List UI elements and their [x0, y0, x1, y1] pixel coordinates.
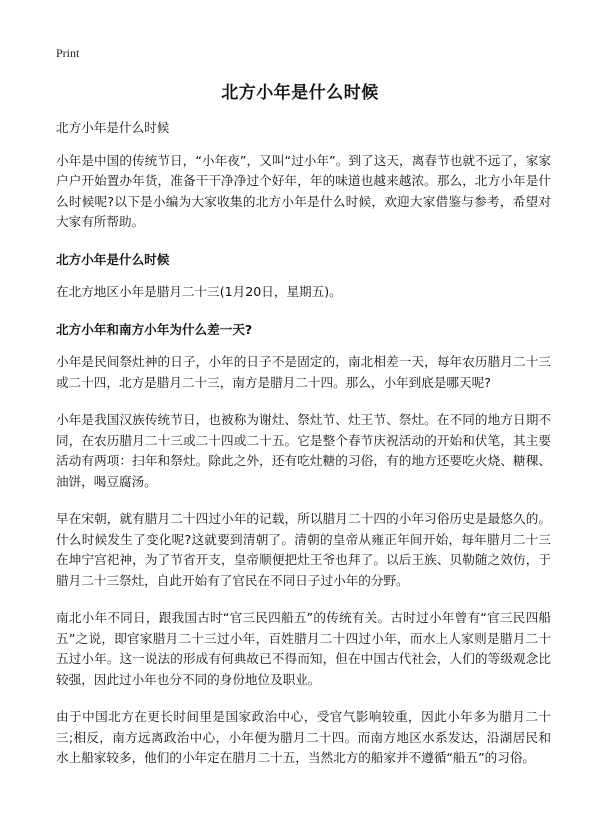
section-text-when: 在北方地区小年是腊月二十三(1月20日，星期五)。 [56, 284, 342, 299]
intro-paragraph: 小年是中国的传统节日，“小年夜”，又叫“过小年”。到了这天，离春节也就不远了，家家户户开始置办年货，准备干干净净过个好年，年的味道也越来越浓。那么，北方小年是什么时候呢?以下是小编为大家收集的北方小年是什么时候，欢迎大家借鉴与参考，希望对大家有所帮助。 [56, 152, 551, 229]
print-link[interactable]: Print [56, 46, 80, 60]
section-heading-when: 北方小年是什么时候 [56, 251, 170, 267]
paragraph-5: 由于中国北方在更长时间里是国家政治中心，受官气影响较重，因此小年多为腊月二十三;相反，南方远离政治中心，小年便为腊月二十四。而南方地区水系发达，沿湖居民和水上船家较多，他们的小年定在腊月二十五，当然北方的船家并不遵循“船五”的习俗。 [56, 709, 551, 765]
paragraph-3: 早在宋朝，就有腊月二十四过小年的记载，所以腊月二十四的小年习俗历史是最悠久的。什么时候发生了变化呢?这就要到清朝了。清朝的皇帝从雍正年间开始，每年腊月二十三在坤宁宫祀神，为了节省开支，皇帝顺便把灶王爷也拜了。以后王族、贝勒随之效仿，于腊月二十三祭灶，自此开始有了官民在不同日子过小年的分野。 [56, 511, 551, 588]
page-title: 北方小年是什么时候 [221, 83, 379, 103]
paragraph-2: 小年是我国汉族传统节日，也被称为谢灶、祭灶节、灶王节、祭灶。在不同的地方日期不同，在农历腊月二十三或二十四或二十五。它是整个春节庆祝活动的开始和伏笔，其主要活动有两项：扫年和祭灶。除此之外，还有吃灶糖的习俗，有的地方还要吃火烧、糖稞、油饼，喝豆腐汤。 [56, 412, 551, 489]
article-subtitle: 北方小年是什么时候 [56, 120, 170, 135]
paragraph-4: 南北小年不同日，跟我国古时“官三民四船五”的传统有关。古时过小年曾有“官三民四船五”之说，即官家腊月二十三过小年，百姓腊月二十四过小年，而水上人家则是腊月二十五过小年。这一说法的形成有何典故已不得而知，但在中国古代社会，人们的等级观念比较强，因此过小年也分不同的身份地位及职业。 [56, 610, 551, 687]
article-body [56, 118, 551, 786]
section-heading-difference: 北方小年和南方小年为什么差一天? [56, 321, 253, 337]
paragraph-1: 小年是民间祭灶神的日子，小年的日子不是固定的，南北相差一天，每年农历腊月二十三或二十四，北方是腊月二十三，南方是腊月二十四。那么，小年到底是哪天呢? [56, 354, 551, 390]
